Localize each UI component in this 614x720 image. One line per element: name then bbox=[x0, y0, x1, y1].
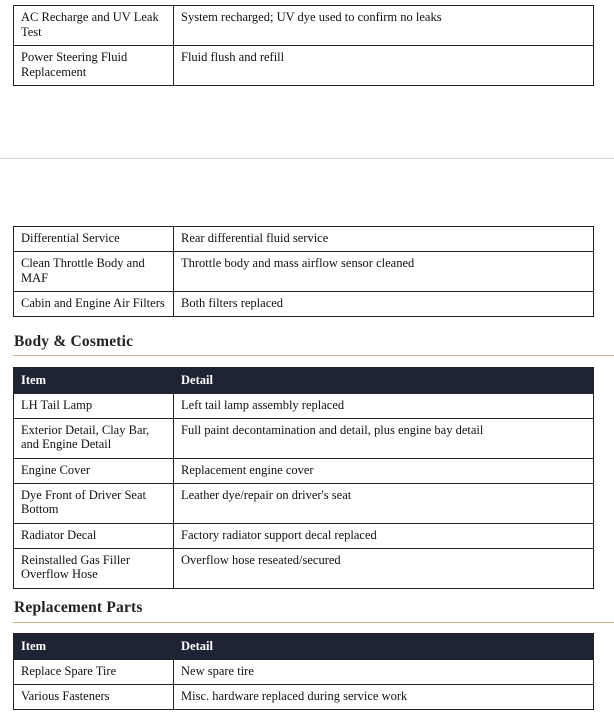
table-row bbox=[14, 458, 594, 483]
section-rule bbox=[13, 355, 614, 356]
section-title-body-cosmetic: Body & Cosmetic bbox=[14, 333, 134, 350]
section-rule bbox=[13, 622, 614, 623]
service-table-top bbox=[13, 5, 594, 86]
item-cell: Engine Cover bbox=[14, 458, 174, 483]
detail-cell: System recharged; UV dye used to confirm no leaks bbox=[174, 6, 594, 46]
detail-cell: Rear differential fluid service bbox=[174, 227, 594, 252]
item-cell: Radiator Decal bbox=[14, 523, 174, 548]
table-row bbox=[14, 548, 594, 588]
item-cell: Power Steering Fluid Replacement bbox=[14, 46, 174, 86]
table-row bbox=[14, 6, 594, 46]
table-row bbox=[14, 483, 594, 523]
page-separator bbox=[0, 158, 614, 159]
detail-cell: New spare tire bbox=[174, 659, 594, 684]
detail-cell: Replacement engine cover bbox=[174, 458, 594, 483]
table-row bbox=[14, 252, 594, 292]
detail-cell: Fluid flush and refill bbox=[174, 46, 594, 86]
detail-cell: Misc. hardware replaced during service work bbox=[174, 684, 594, 709]
detail-cell: Leather dye/repair on driver's seat bbox=[174, 483, 594, 523]
item-cell: Clean Throttle Body and MAF bbox=[14, 252, 174, 292]
table-header-row bbox=[14, 368, 594, 394]
section-title-replacement-parts: Replacement Parts bbox=[14, 599, 143, 616]
item-cell: LH Tail Lamp bbox=[14, 393, 174, 418]
table-row bbox=[14, 292, 594, 317]
item-cell: Cabin and Engine Air Filters bbox=[14, 292, 174, 317]
table-row bbox=[14, 418, 594, 458]
detail-cell: Full paint decontamination and detail, plus engine bay detail bbox=[174, 418, 594, 458]
item-cell: Exterior Detail, Clay Bar, and Engine Detail bbox=[14, 418, 174, 458]
column-header-item: Item bbox=[14, 368, 174, 394]
table-row bbox=[14, 227, 594, 252]
table-row bbox=[14, 46, 594, 86]
column-header-detail: Detail bbox=[174, 368, 594, 394]
item-cell: Replace Spare Tire bbox=[14, 659, 174, 684]
service-table-continued bbox=[13, 226, 594, 317]
item-cell: Various Fasteners bbox=[14, 684, 174, 709]
table-row bbox=[14, 393, 594, 418]
detail-cell: Overflow hose reseated/secured bbox=[174, 548, 594, 588]
detail-cell: Both filters replaced bbox=[174, 292, 594, 317]
item-cell: AC Recharge and UV Leak Test bbox=[14, 6, 174, 46]
table-row bbox=[14, 659, 594, 684]
table-header-row bbox=[14, 634, 594, 660]
detail-cell: Left tail lamp assembly replaced bbox=[174, 393, 594, 418]
replacement-parts-table bbox=[13, 633, 594, 710]
item-cell: Differential Service bbox=[14, 227, 174, 252]
column-header-detail: Detail bbox=[174, 634, 594, 660]
body-cosmetic-table bbox=[13, 367, 594, 589]
column-header-item: Item bbox=[14, 634, 174, 660]
table-row bbox=[14, 523, 594, 548]
detail-cell: Throttle body and mass airflow sensor cleaned bbox=[174, 252, 594, 292]
item-cell: Reinstalled Gas Filler Overflow Hose bbox=[14, 548, 174, 588]
item-cell: Dye Front of Driver Seat Bottom bbox=[14, 483, 174, 523]
table-row bbox=[14, 684, 594, 709]
detail-cell: Factory radiator support decal replaced bbox=[174, 523, 594, 548]
